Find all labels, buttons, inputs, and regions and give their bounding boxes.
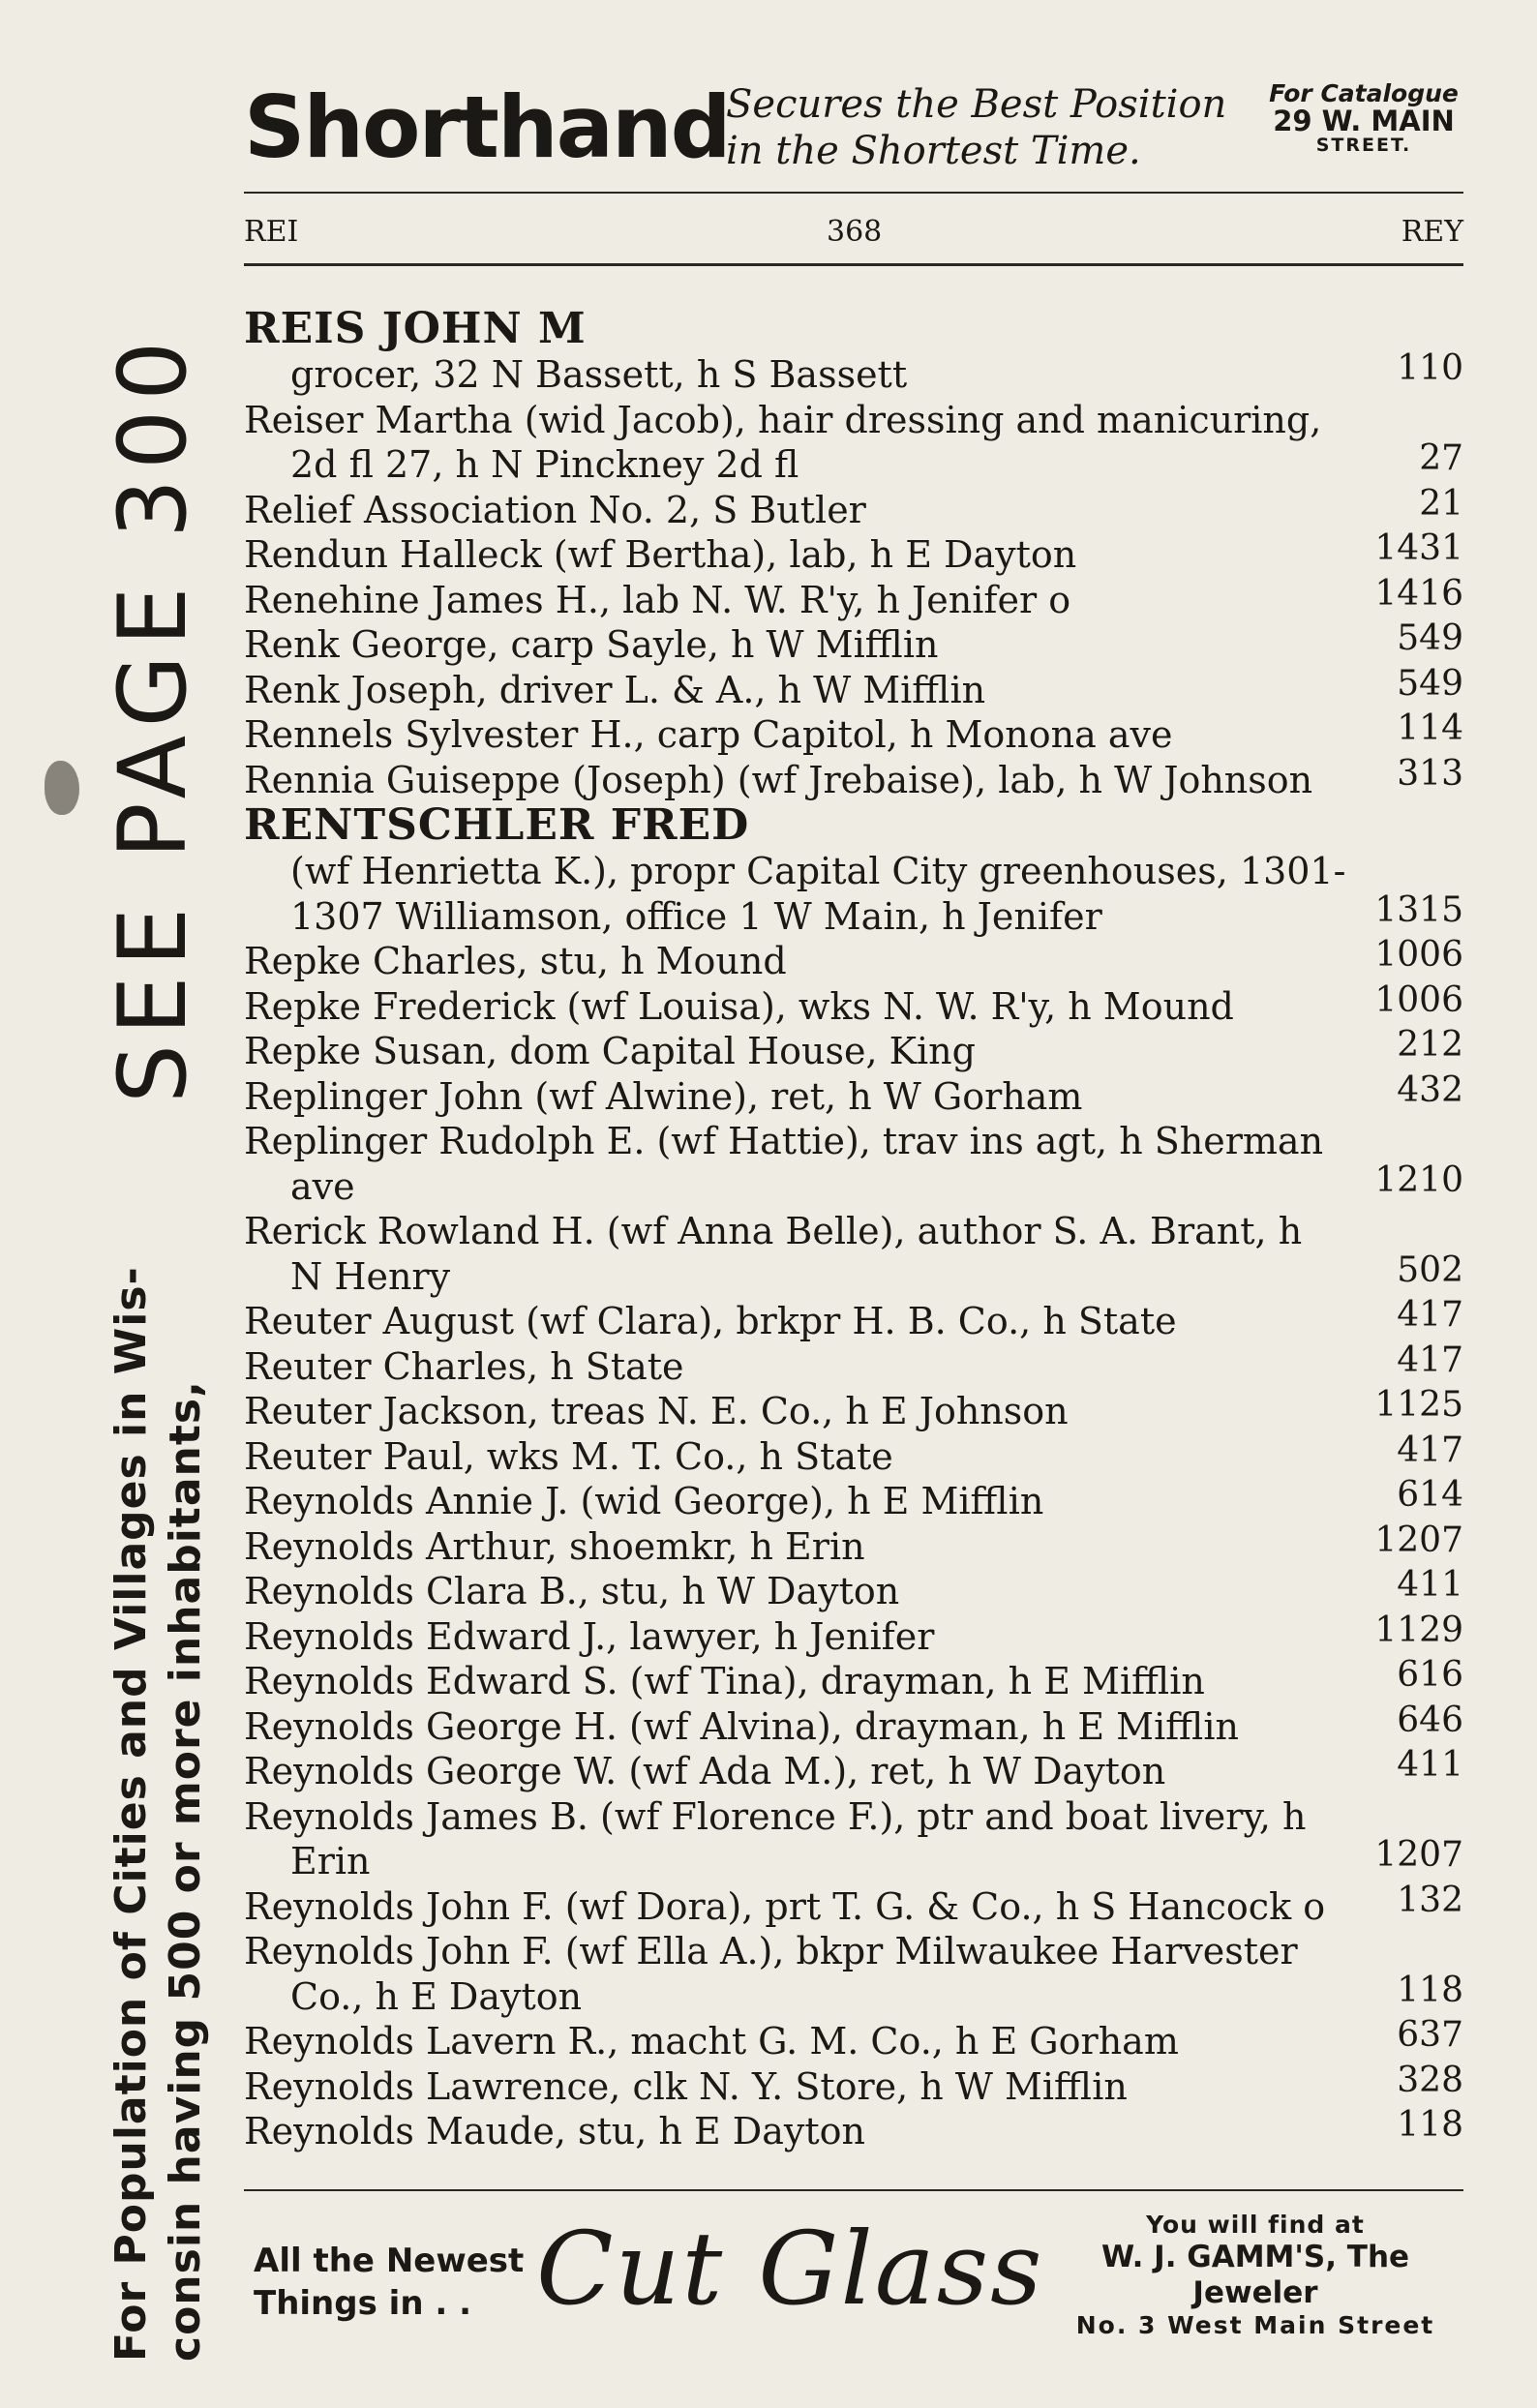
entry-number: 637 bbox=[1397, 2015, 1463, 2055]
entry-text: Reynolds James B. (wf Florence F.), ptr and boat livery, h bbox=[244, 1794, 1307, 1838]
entry-text: Reynolds George H. (wf Alvina), drayman, h E Mifflin bbox=[244, 1704, 1240, 1748]
directory-entry bbox=[244, 1475, 1463, 1524]
entry-text: grocer, 32 N Bassett, h S Bassett bbox=[290, 353, 908, 396]
page-stain bbox=[45, 761, 79, 815]
entry-text: Rennels Sylvester H., carp Capitol, h Monona ave bbox=[244, 713, 1173, 756]
side-ad-see-page: SEE PAGE 300 bbox=[99, 331, 207, 1103]
entry-number: 549 bbox=[1397, 618, 1463, 658]
jeweler-line1: You will find at bbox=[1146, 2211, 1365, 2239]
entry-number: 1125 bbox=[1374, 1385, 1463, 1425]
directory-entry bbox=[244, 573, 1463, 623]
bottom-ad-left bbox=[254, 2240, 524, 2325]
entry-text: Reynolds Annie J. (wid George), h E Mifflin bbox=[244, 1480, 1044, 1522]
entry-number: 616 bbox=[1397, 1655, 1463, 1695]
side-ad-line2: consin having 500 or more inhabitants, bbox=[161, 1380, 210, 2362]
slogan-line2: in the Shortest Time. bbox=[726, 129, 1141, 173]
running-head bbox=[244, 215, 1463, 254]
running-head-rule bbox=[244, 263, 1463, 266]
running-head-right: REY bbox=[1401, 215, 1463, 249]
directory-entry bbox=[244, 1385, 1463, 1434]
jeweler-line2: W. J. GAMM'S, The Jeweler bbox=[1100, 2240, 1410, 2311]
entry-number: 646 bbox=[1397, 1700, 1463, 1740]
directory-entry bbox=[244, 1700, 1463, 1750]
catalogue-label: For Catalogue bbox=[1269, 79, 1459, 107]
directory-entry bbox=[244, 1339, 1463, 1390]
directory-entry bbox=[244, 1745, 1463, 1794]
entry-text: Repke Susan, dom Capital House, King bbox=[244, 1030, 976, 1072]
entry-number: 1207 bbox=[1374, 1835, 1463, 1875]
catalogue-street: STREET. bbox=[1315, 134, 1412, 156]
side-advertisement bbox=[97, 77, 252, 2362]
entry-number: 1006 bbox=[1374, 935, 1463, 975]
directory-entry bbox=[244, 2060, 1463, 2110]
entry-number: 1210 bbox=[1374, 1159, 1463, 1200]
entry-text: Repke Charles, stu, h Mound bbox=[244, 940, 787, 982]
entry-text: Reuter Paul, wks M. T. Co., h State bbox=[244, 1434, 893, 1478]
entry-number: 411 bbox=[1397, 1565, 1463, 1605]
directory-entry bbox=[244, 2015, 1463, 2064]
running-head-left: REI bbox=[244, 215, 299, 249]
entry-text: Reynolds John F. (wf Dora), prt T. G. & Co., h S Hancock o bbox=[244, 1884, 1326, 1928]
entry-text: Reynolds Arthur, shoemkr, h Erin bbox=[244, 1524, 865, 1568]
catalogue-address: 29 W. MAIN bbox=[1273, 105, 1455, 138]
directory-entry bbox=[244, 802, 1463, 939]
entry-text: Renk Joseph, driver L. & A., h W Mifflin bbox=[244, 668, 986, 711]
directory-entry bbox=[244, 2105, 1463, 2154]
entry-number: 1207 bbox=[1374, 1520, 1463, 1560]
side-ad-line1: For Population of Cities and Villages in Wis- bbox=[106, 1266, 156, 2362]
entry-number: 21 bbox=[1419, 483, 1463, 524]
entry-continuation: Erin bbox=[290, 1840, 371, 1882]
entry-number: 417 bbox=[1397, 1295, 1463, 1335]
header-rule bbox=[244, 192, 1463, 194]
entry-text: Reynolds George W. (wf Ada M.), ret, h W Dayton bbox=[244, 1750, 1166, 1792]
directory-entry bbox=[244, 1430, 1463, 1480]
entry-continuation: N Henry bbox=[290, 1254, 451, 1298]
entry-number: 502 bbox=[1397, 1249, 1463, 1290]
entry-text: Reynolds Edward S. (wf Tina), drayman, h E Mifflin bbox=[244, 1660, 1205, 1702]
directory-entry bbox=[244, 1209, 1463, 1299]
catalogue-box bbox=[1262, 81, 1465, 156]
directory-entry bbox=[244, 306, 1463, 398]
directory-entry bbox=[244, 1610, 1463, 1660]
page-number: 368 bbox=[827, 215, 883, 249]
entry-text: Reiser Martha (wid Jacob), hair dressing and manicuring, bbox=[244, 398, 1322, 441]
entry-text: Repke Frederick (wf Louisa), wks N. W. R'y, h Mound bbox=[244, 984, 1234, 1028]
directory-entry bbox=[244, 1655, 1463, 1704]
entry-continuation: ave bbox=[290, 1164, 355, 1208]
entry-text: Reynolds Lawrence, clk N. Y. Store, h W Mifflin bbox=[244, 2064, 1128, 2108]
entry-number: 549 bbox=[1397, 663, 1463, 704]
entry-text: Replinger Rudolph E. (wf Hattie), trav ins agt, h Sherman bbox=[244, 1120, 1324, 1162]
entry-number: 114 bbox=[1397, 708, 1463, 748]
entry-text: Replinger John (wf Alwine), ret, h W Gorham bbox=[244, 1074, 1083, 1118]
directory-entry bbox=[244, 528, 1463, 578]
entry-number: 110 bbox=[1397, 348, 1463, 388]
entry-text: Reynolds Edward J., lawyer, h Jenifer bbox=[244, 1614, 935, 1658]
footer-rule bbox=[244, 2189, 1463, 2191]
entry-number: 417 bbox=[1397, 1339, 1463, 1380]
entry-number: 417 bbox=[1397, 1430, 1463, 1470]
directory-entry bbox=[244, 979, 1463, 1030]
directory-entry bbox=[244, 483, 1463, 533]
entry-text: (wf Henrietta K.), propr Capital City greenhouses, 1301- bbox=[290, 850, 1346, 892]
entry-number: 1416 bbox=[1374, 573, 1463, 614]
directory-entry bbox=[244, 708, 1463, 758]
entry-number: 1431 bbox=[1374, 528, 1463, 568]
entry-number: 118 bbox=[1397, 1970, 1463, 2010]
directory-entry bbox=[244, 1295, 1463, 1344]
entry-text: Reynolds Lavern R., macht G. M. Co., h E Gorham bbox=[244, 2020, 1179, 2062]
directory-entry bbox=[244, 1119, 1463, 1209]
entry-heading: RENTSCHLER FRED bbox=[244, 800, 750, 850]
entry-text: Reynolds Maude, stu, h E Dayton bbox=[244, 2110, 865, 2152]
directory-entry bbox=[244, 1520, 1463, 1570]
directory-entry bbox=[244, 1880, 1463, 1930]
entry-text: Reuter Charles, h State bbox=[244, 1344, 684, 1388]
directory-entry bbox=[244, 1025, 1463, 1074]
directory-entry bbox=[244, 398, 1463, 488]
directory-entry bbox=[244, 1069, 1463, 1120]
entry-continuation: 2d fl 27, h N Pinckney 2d fl bbox=[290, 443, 799, 486]
entry-number: 313 bbox=[1397, 753, 1463, 794]
entry-heading: REIS JOHN M bbox=[244, 304, 587, 353]
entry-number: 614 bbox=[1397, 1475, 1463, 1515]
entry-text: Rennia Guiseppe (Joseph) (wf Jrebaise), lab, h W Johnson bbox=[244, 758, 1313, 801]
entry-continuation: 1307 Williamson, office 1 W Main, h Jenifer bbox=[290, 894, 1102, 938]
entry-number: 1129 bbox=[1374, 1610, 1463, 1650]
jeweler-line3: No. 3 West Main Street bbox=[1075, 2311, 1435, 2340]
entry-text: Renehine James H., lab N. W. R'y, h Jenifer o bbox=[244, 578, 1071, 621]
entry-number: 1315 bbox=[1374, 889, 1463, 930]
directory-entry bbox=[244, 618, 1463, 668]
directory-entry bbox=[244, 1565, 1463, 1614]
top-advertisement bbox=[244, 77, 1463, 188]
entry-number: 118 bbox=[1397, 2105, 1463, 2145]
entry-text: Rendun Halleck (wf Bertha), lab, h E Dayton bbox=[244, 533, 1077, 576]
entry-number: 132 bbox=[1397, 1880, 1463, 1920]
entry-number: 27 bbox=[1419, 438, 1463, 478]
shorthand-slogan bbox=[726, 81, 1226, 174]
entry-number: 411 bbox=[1397, 1745, 1463, 1785]
entry-number: 328 bbox=[1397, 2060, 1463, 2100]
directory-entry bbox=[244, 1794, 1463, 1884]
entry-text: Reynolds John F. (wf Ella A.), bkpr Milwaukee Harvester bbox=[244, 1930, 1298, 1972]
directory-entry bbox=[244, 663, 1463, 713]
cut-glass-title: Cut Glass bbox=[536, 2210, 1044, 2328]
shorthand-title: Shorthand bbox=[244, 77, 730, 177]
jeweler-address bbox=[1038, 2211, 1473, 2340]
directory-entry bbox=[244, 935, 1463, 984]
entry-text: Renk George, carp Sayle, h W Mifflin bbox=[244, 623, 939, 666]
entry-number: 1006 bbox=[1374, 979, 1463, 1020]
entry-text: Rerick Rowland H. (wf Anna Belle), author S. A. Brant, h bbox=[244, 1210, 1303, 1252]
entry-text: Reuter Jackson, treas N. E. Co., h E Johnson bbox=[244, 1390, 1069, 1432]
bottom-ad-left-line2: Things in . . bbox=[254, 2284, 472, 2323]
bottom-ad-left-line1: All the Newest bbox=[254, 2242, 525, 2280]
entry-continuation: Co., h E Dayton bbox=[290, 1974, 583, 2018]
entry-text: Reynolds Clara B., stu, h W Dayton bbox=[244, 1570, 900, 1612]
bottom-advertisement bbox=[244, 2199, 1463, 2340]
directory-listing bbox=[244, 306, 1463, 2154]
entry-text: Relief Association No. 2, S Butler bbox=[244, 488, 866, 531]
entry-number: 432 bbox=[1397, 1069, 1463, 1110]
entry-number: 212 bbox=[1397, 1025, 1463, 1065]
directory-entry bbox=[244, 753, 1463, 803]
slogan-line1: Secures the Best Position bbox=[726, 82, 1227, 127]
directory-entry bbox=[244, 1929, 1463, 2019]
entry-text: Reuter August (wf Clara), brkpr H. B. Co., h State bbox=[244, 1300, 1177, 1342]
